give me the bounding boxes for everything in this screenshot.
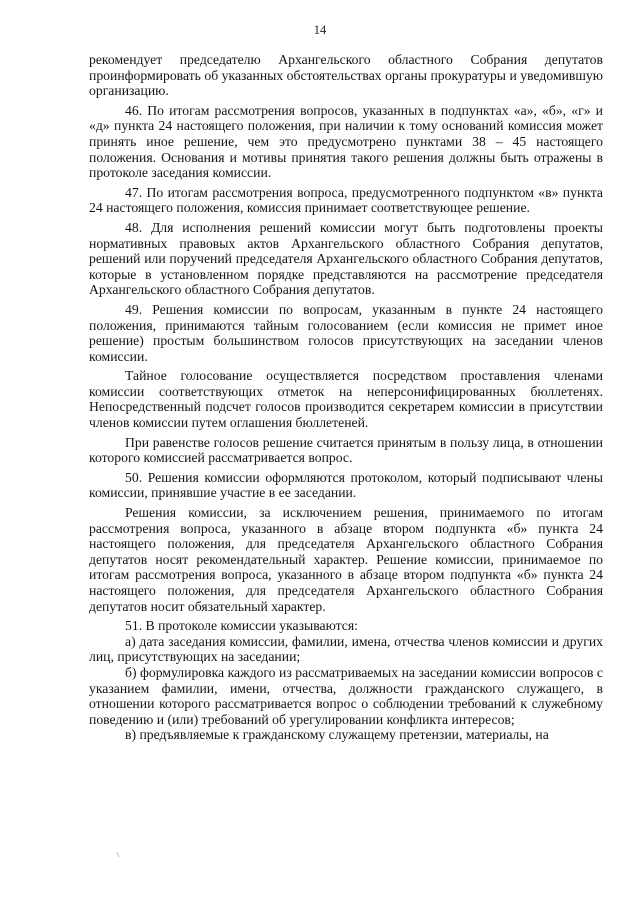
scan-speck — [116, 850, 123, 857]
paragraph-secret-ballot: Тайное голосование осуществляется посредством проставления членами комиссии соответствующих отметок на неперсонифицированных бюллетенях. Непосредственный подсчет голосов производится секретарем комиссии в присутствии членов комиссии путем оглашения бюллетеней. — [89, 368, 603, 431]
paragraph-continuation: рекомендует председателю Архангельского областного Собрания депутатов проинформировать об указанных обстоятельствах органы прокуратуры и уведомившую организацию. — [89, 52, 603, 99]
paragraph-tie-vote: При равенстве голосов решение считается принятым в пользу лица, в отношении которого комиссией рассматривается вопрос. — [89, 434, 603, 466]
list-item-a: а) дата заседания комиссии, фамилии, имена, отчества членов комиссии и других лиц, присутствующих на заседании; — [89, 633, 603, 665]
list-item-v: в) предъявляемые к гражданскому служащему претензии, материалы, на — [125, 727, 549, 743]
page-number: 14 — [313, 23, 327, 37]
paragraph-50: 50. Решения комиссии оформляются протоколом, который подписывают члены комиссии, принявшие участие в ее заседании. — [89, 469, 603, 501]
paragraph-decision-status: Решения комиссии, за исключением решения, принимаемого по итогам рассмотрения вопроса, указанного в абзаце втором подпункта «б» пункта 24 настоящего положения, для председателя Архангельского областного Собрания депутатов носят рекомендательный характер. Решение комиссии, принимаемое по итогам рассмотрения вопроса, указанного в абзаце втором подпункта «б» пункта 24 настоящего положения, для председателя Архангельского областного Собрания депутатов носит обязательный характер. — [89, 505, 603, 614]
paragraph-48: 48. Для исполнения решений комиссии могут быть подготовлены проекты нормативных правовых актов Архангельского областного Собрания депутатов, решений или поручений председателя Архангельского областного Собрания депутатов, которые в установленном порядке представляются на рассмотрение председателя Архангельского областного Собрания депутатов. — [89, 219, 603, 298]
list-item-b: б) формулировка каждого из рассматриваемых на заседании комиссии вопросов с указанием фамилии, имени, отчества, должности гражданского служащего, в отношении которого рассматривается вопрос о соблюдении требований к служебному поведению и (или) требований об урегулировании конфликта интересов; — [89, 664, 603, 727]
document-body — [89, 52, 603, 743]
paragraph-49: 49. Решения комиссии по вопросам, указанным в пункте 24 настоящего положения, принимаются тайным голосованием (если комиссия не примет иное решение) простым большинством голосов присутствующих на заседании членов комиссии. — [89, 301, 603, 364]
paragraph-46: 46. По итогам рассмотрения вопросов, указанных в подпунктах «а», «б», «г» и «д» пункта 24 настоящего положения, при наличии к тому оснований комиссия может принять иное решение, чем это предусмотрено пунктами 38 – 45 настоящего положения. Основания и мотивы принятия такого решения должны быть отражены в протоколе заседания комиссии. — [89, 102, 603, 181]
paragraph-47: 47. По итогам рассмотрения вопроса, предусмотренного подпунктом «в» пункта 24 настоящего положения, комиссия принимает соответствующее решение. — [89, 184, 603, 216]
paragraph-51: 51. В протоколе комиссии указываются: — [125, 618, 358, 634]
